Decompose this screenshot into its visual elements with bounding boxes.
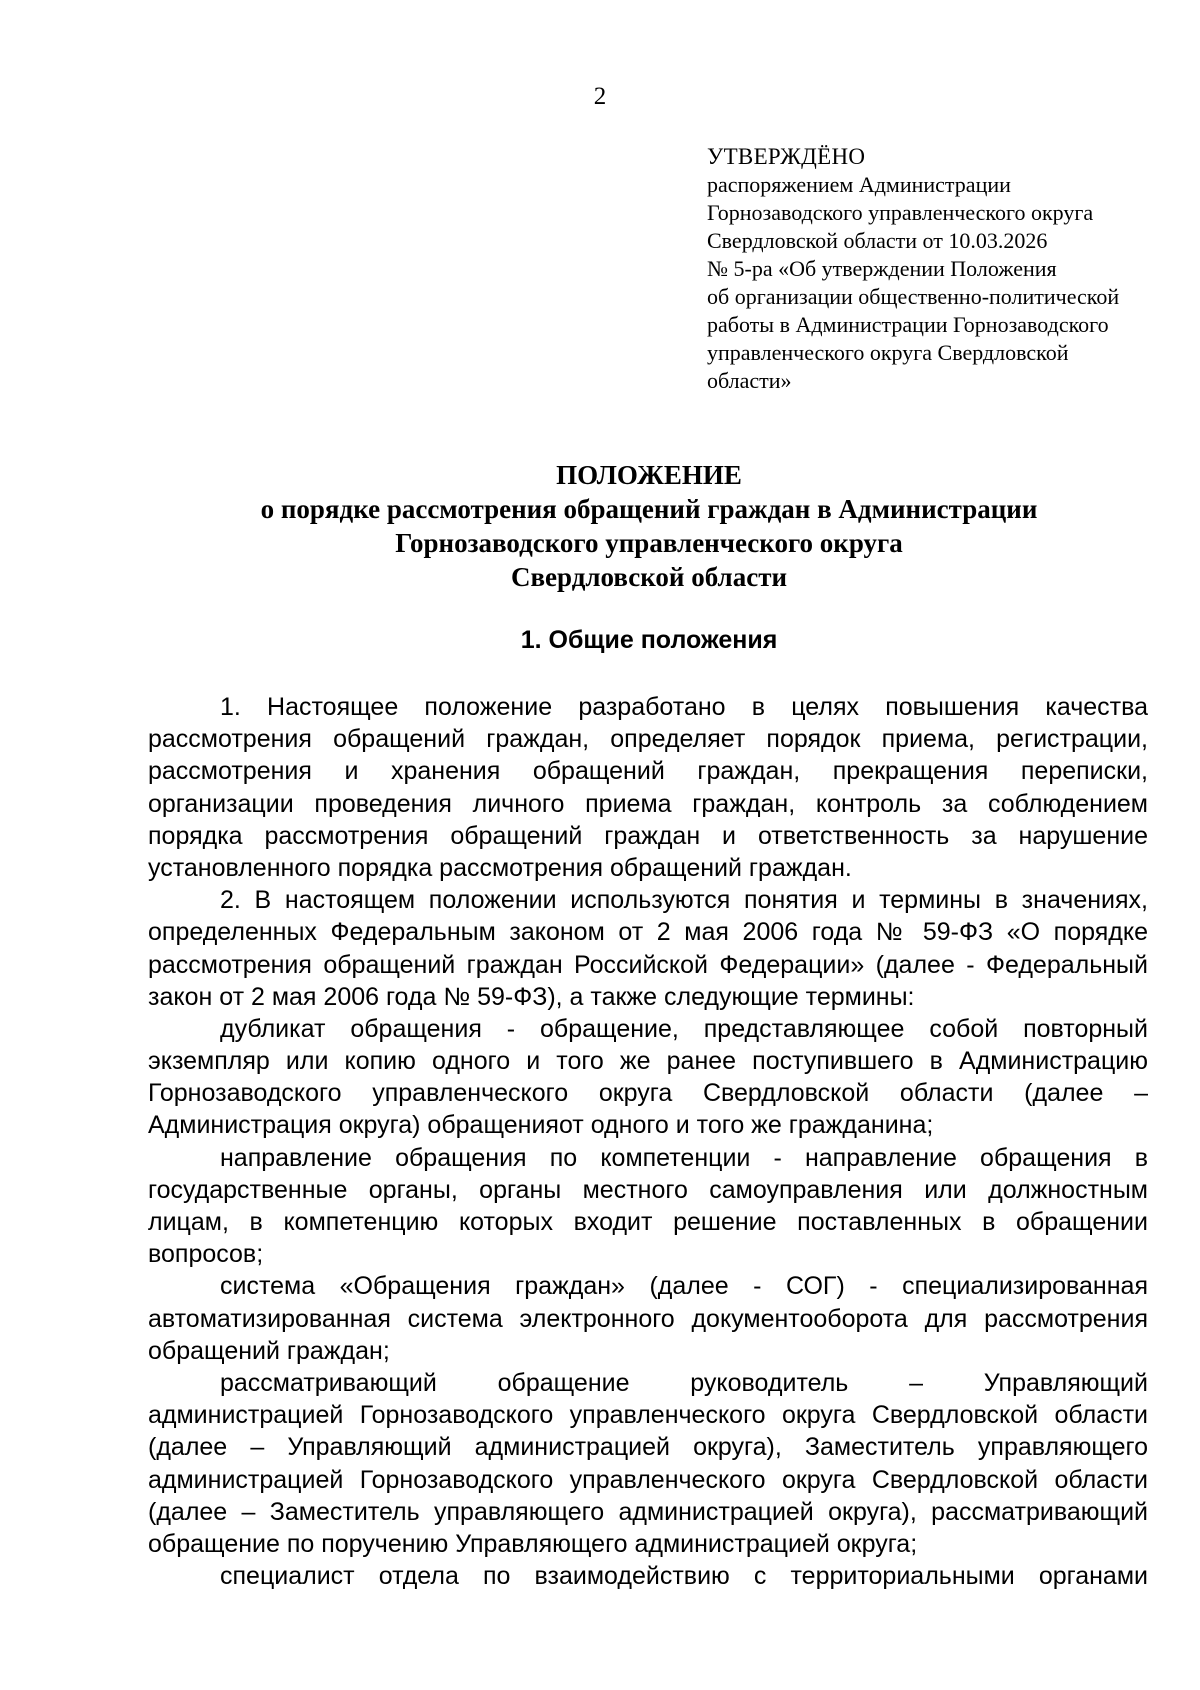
paragraph-specialist-definition — [148, 1560, 1148, 1592]
paragraph-manager-definition — [148, 1367, 1148, 1560]
document-title — [150, 458, 1148, 594]
approval-stamp-block — [707, 143, 1167, 395]
text-line: администрацией Горнозаводского управленческого округа Свердловской области — [148, 1401, 1148, 1430]
text-line: система «Обращения граждан» (далее - СОГ) - специализированная — [220, 1272, 1148, 1301]
text-line: Горнозаводского управленческого округа Свердловской области (далее – — [148, 1079, 1148, 1108]
text-line: экземпляр или копию одного и того же ранее поступившего в Администрацию — [148, 1047, 1148, 1076]
text-line: Администрация округа) обращенияот одного и того же гражданина; — [148, 1111, 934, 1140]
text-line: государственные органы, органы местного самоуправления или должностным — [148, 1175, 1148, 1204]
text-line: установленного порядка рассмотрения обращений граждан. — [148, 853, 852, 882]
text-line: администрацией Горнозаводского управленческого округа Свердловской области — [148, 1465, 1148, 1494]
text-line: организации проведения личного приема граждан, контроль за соблюдением — [148, 789, 1148, 818]
document-title-line: Свердловской области — [510, 562, 788, 592]
text-line: (далее – Управляющий администрацией округа), Заместитель управляющего — [148, 1433, 1148, 1462]
approval-line: Горнозаводского управленческого округа — [707, 200, 1094, 225]
text-line: лицам, в компетенцию которых входит решение поставленных в обращении — [148, 1208, 1148, 1236]
text-line: рассмотрения и хранения обращений граждан, прекращения переписки, — [148, 757, 1148, 786]
section-heading: 1. Общие положения — [520, 626, 778, 654]
approval-line: № 5-ра «Об утверждении Положения — [707, 256, 1057, 281]
text-line: рассматривающий обращение руководитель – Управляющий — [220, 1368, 1148, 1397]
paragraph-purpose — [148, 691, 1148, 884]
approval-line: работы в Администрации Горнозаводского — [707, 312, 1109, 337]
approval-line: управленческого округа Свердловской — [707, 340, 1069, 365]
paragraph-duplicate-definition — [148, 1013, 1148, 1142]
document-title-heading: ПОЛОЖЕНИЕ — [556, 460, 742, 490]
text-line: автоматизированная система электронного документооборота для рассмотрения — [148, 1304, 1148, 1333]
text-line: 1. Настоящее положение разработано в целях повышения качества — [220, 693, 1148, 721]
approval-stamp-label: УТВЕРЖДЁНО — [707, 144, 866, 169]
page-number: 2 — [593, 83, 607, 110]
text-line: направление обращения по компетенции - направление обращения в — [220, 1143, 1148, 1172]
paragraph-system-definition — [148, 1270, 1148, 1367]
document-title-line: о порядке рассмотрения обращений граждан в Администрации — [260, 494, 1038, 524]
text-line: обращение по поручению Управляющего администрацией округа; — [148, 1529, 918, 1558]
paragraph-terms — [148, 884, 1148, 1013]
text-line: порядка рассмотрения обращений граждан и ответственность за нарушение — [148, 821, 1148, 850]
text-line: рассмотрения обращений граждан, определяет порядок приема, регистрации, — [148, 725, 1148, 754]
text-line: вопросов; — [148, 1240, 264, 1269]
text-line: дубликат обращения - обращение, представляющее собой повторный — [220, 1014, 1148, 1043]
approval-line: об организации общественно-политической — [707, 284, 1120, 309]
text-line: (далее – Заместитель управляющего администрацией округа), рассматривающий — [148, 1497, 1148, 1526]
document-title-line: Горнозаводского управленческого округа — [395, 528, 903, 558]
text-line: обращений граждан; — [148, 1336, 390, 1365]
document-body — [148, 691, 1148, 1592]
approval-line: области» — [707, 368, 792, 393]
text-line: определенных Федеральным законом от 2 мая 2006 года № 59-ФЗ «О порядке — [148, 918, 1148, 947]
text-line: специалист отдела по взаимодействию с территориальными органами — [220, 1562, 1148, 1591]
text-line: рассмотрения обращений граждан Российской Федерации» (далее - Федеральный — [148, 950, 1148, 979]
approval-line: распоряжением Администрации — [707, 172, 1011, 197]
text-line: 2. В настоящем положении используются понятия и термины в значениях, — [220, 886, 1148, 915]
approval-line: Свердловской области от 10.03.2026 — [707, 228, 1048, 253]
paragraph-competence-definition — [148, 1142, 1148, 1271]
text-line: закон от 2 мая 2006 года № 59-ФЗ), а также следующие термины: — [148, 982, 915, 1011]
